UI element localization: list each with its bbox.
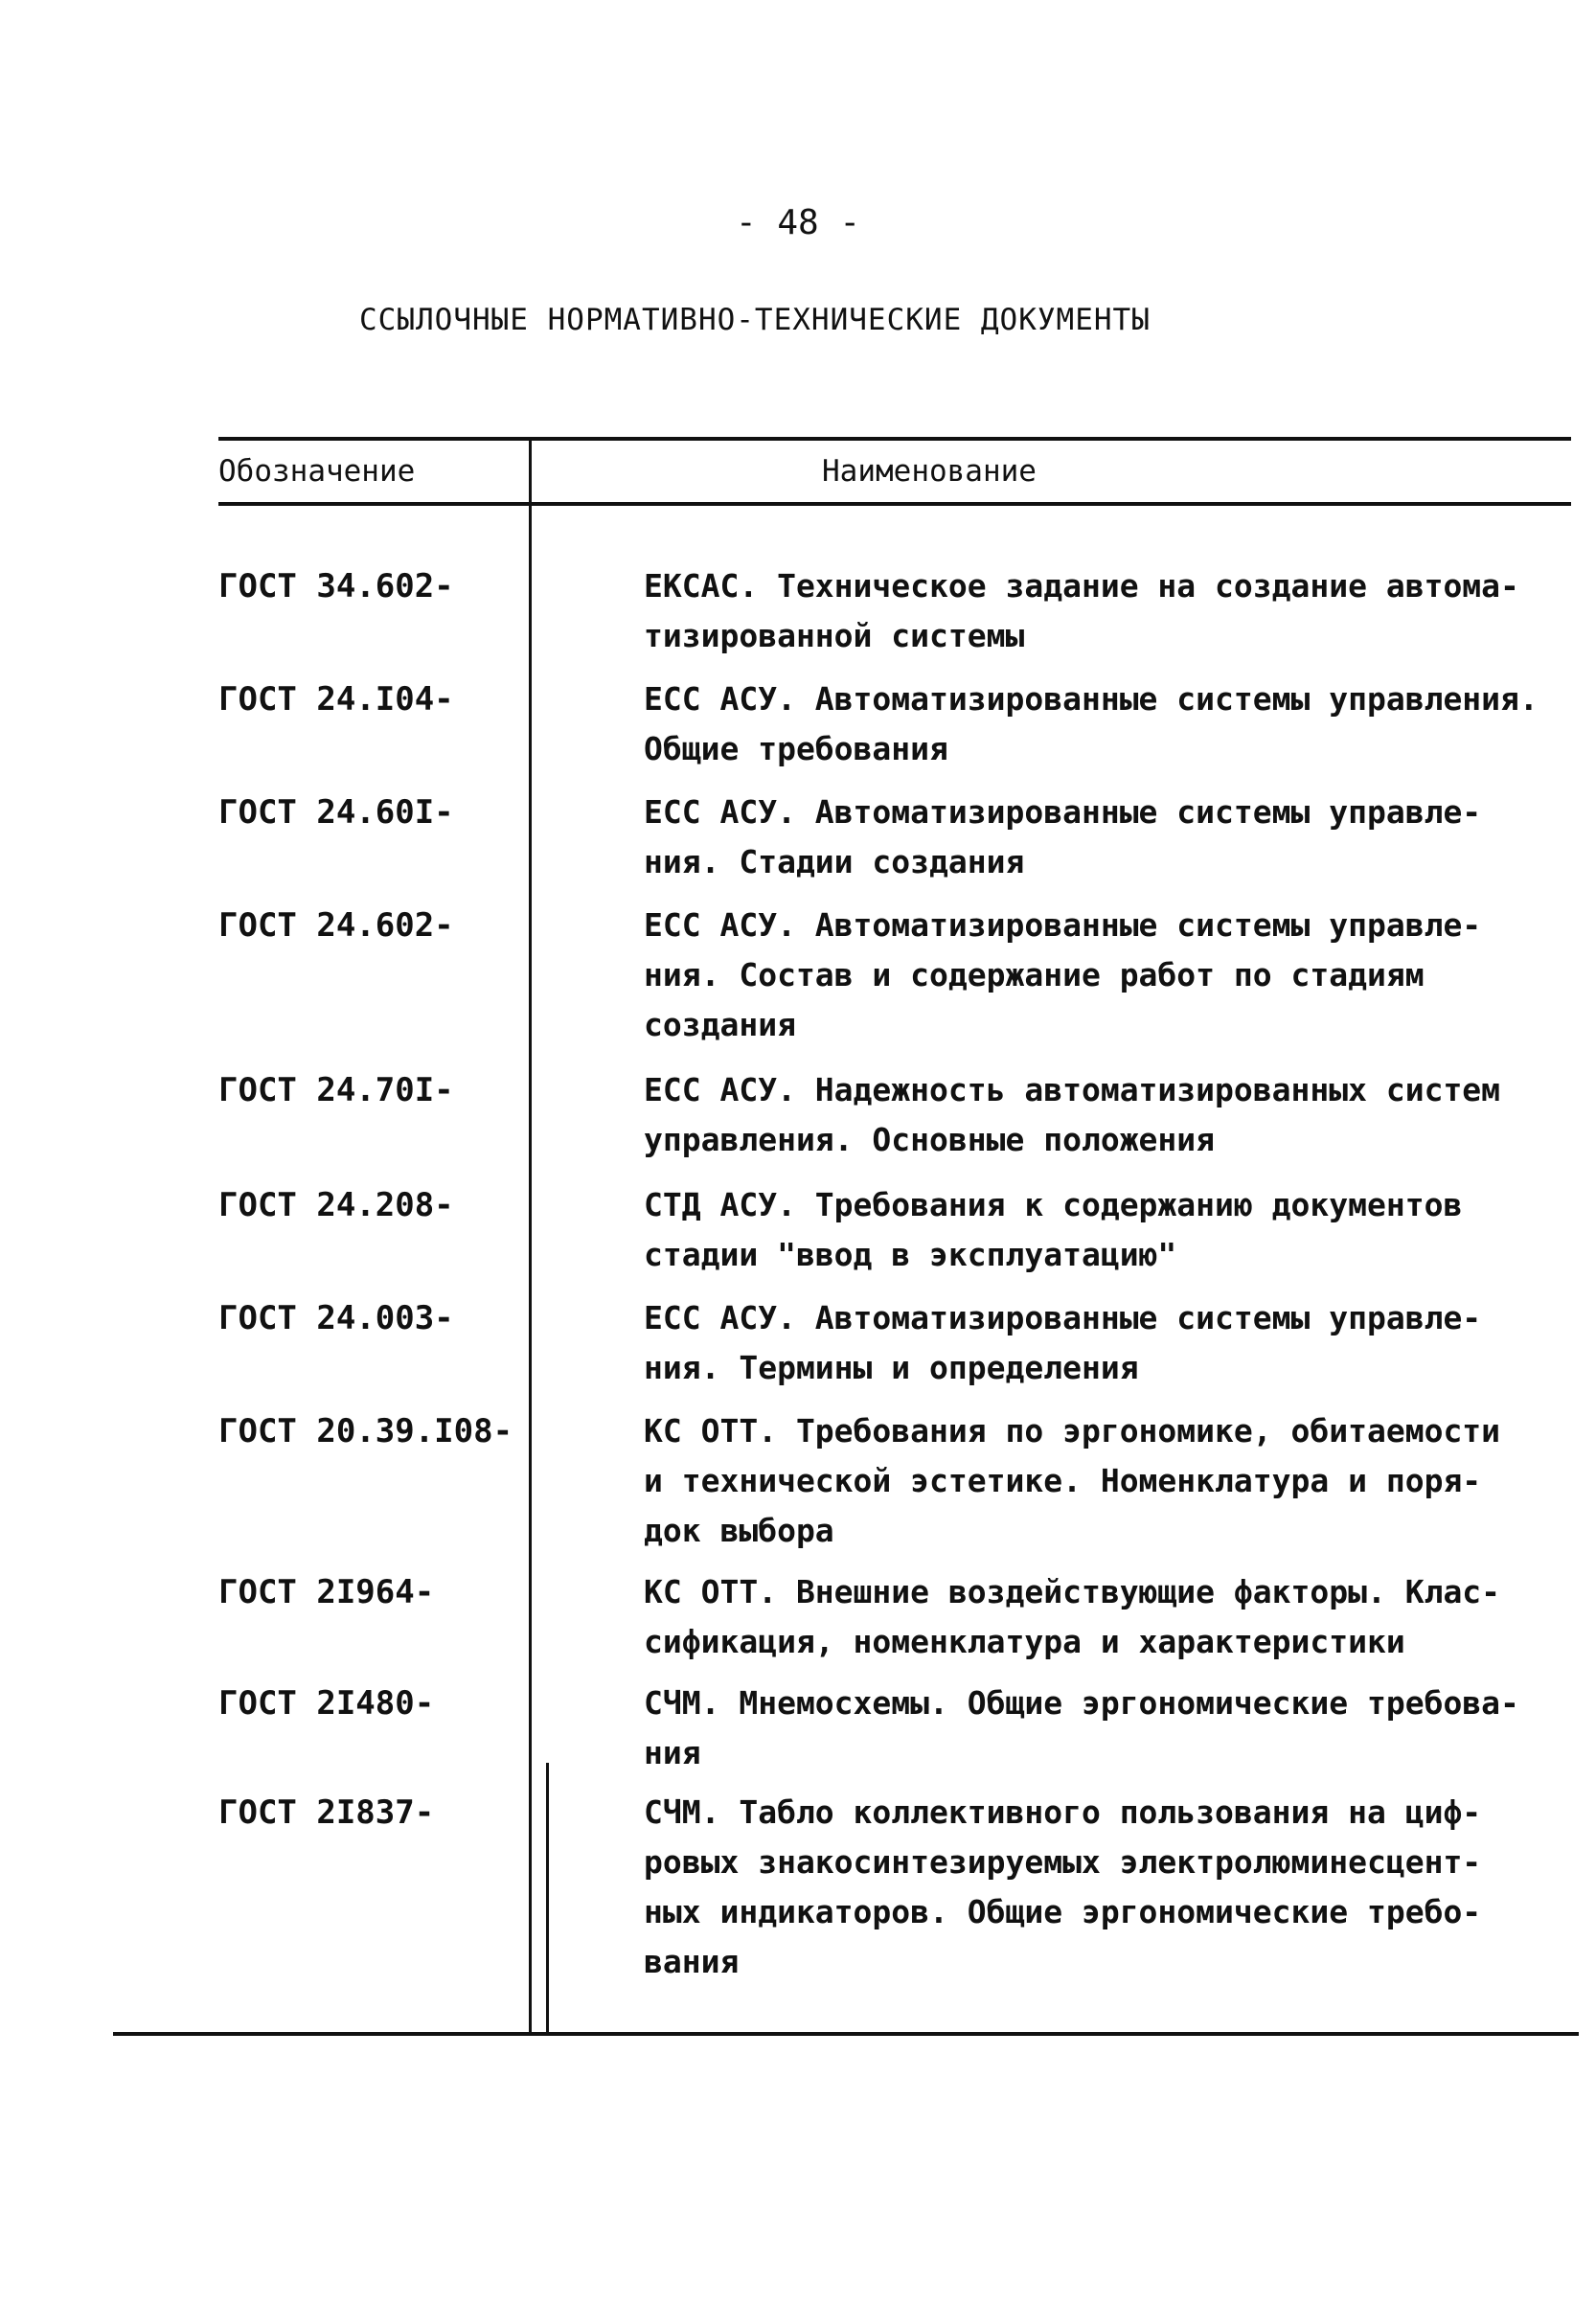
row-designation: ГОСТ 24.602- [218,906,454,945]
table-column-divider [529,437,532,2036]
row-name: СЧМ. Табло коллективного пользования на циф- ровых знакосинтезируемых электролюминесцент- ных индикаторов. Общие эргономические требо- вания [644,1793,1482,1980]
row-designation: ГОСТ 2I480- [218,1684,435,1723]
row-name: ЕСС АСУ. Автоматизированные системы управле- ния. Стадии создания [644,793,1482,880]
row-name: КС ОТТ. Внешние воздействующие факторы. Клас- сификация, номенклатура и характеристики [644,1573,1501,1660]
row-name: ЕСС АСУ. Автоматизированные системы управления. Общие требования [644,680,1539,767]
row-designation: ГОСТ 24.70I- [218,1071,454,1109]
column-header-designation: Обозначение [218,454,416,489]
table-top-rule [218,437,1571,441]
row-designation: ГОСТ 20.39.I08- [218,1412,513,1450]
row-designation: ГОСТ 34.602- [218,567,454,605]
page-number: - 48 - [735,203,861,242]
column-header-name: Наименование [822,454,1037,489]
page-title: ССЫЛОЧНЫЕ НОРМАТИВНО-ТЕХНИЧЕСКИЕ ДОКУМЕНТЫ [359,303,1151,337]
row-name: ЕСС АСУ. Автоматизированные системы управле- ния. Состав и содержание работ по стадиям создания [644,906,1482,1043]
table-bottom-rule [113,2032,1579,2036]
row-name: ЕСС АСУ. Автоматизированные системы управле- ния. Термины и определения [644,1299,1482,1386]
row-name: СЧМ. Мнемосхемы. Общие эргономические требова- ния [644,1684,1519,1771]
row-designation: ГОСТ 24.003- [218,1299,454,1337]
row-designation: ГОСТ 24.60I- [218,793,454,832]
row-designation: ГОСТ 24.208- [218,1186,454,1224]
row-name: ЕКСАС. Техническое задание на создание автома- тизированной системы [644,567,1519,654]
table-column-divider-lower [546,1763,549,2036]
row-designation: ГОСТ 24.I04- [218,680,454,719]
row-designation: ГОСТ 2I964- [218,1573,435,1611]
row-name: КС ОТТ. Требования по эргономике, обитаемости и технической эстетике. Номенклатура и поря- док выбора [644,1412,1501,1549]
row-name: ЕСС АСУ. Надежность автоматизированных систем управления. Основные положения [644,1071,1501,1158]
row-designation: ГОСТ 2I837- [218,1793,435,1832]
row-name: СТД АСУ. Требования к содержанию документов стадии "ввод в эксплуатацию" [644,1186,1463,1273]
table-header-rule [218,502,1571,506]
